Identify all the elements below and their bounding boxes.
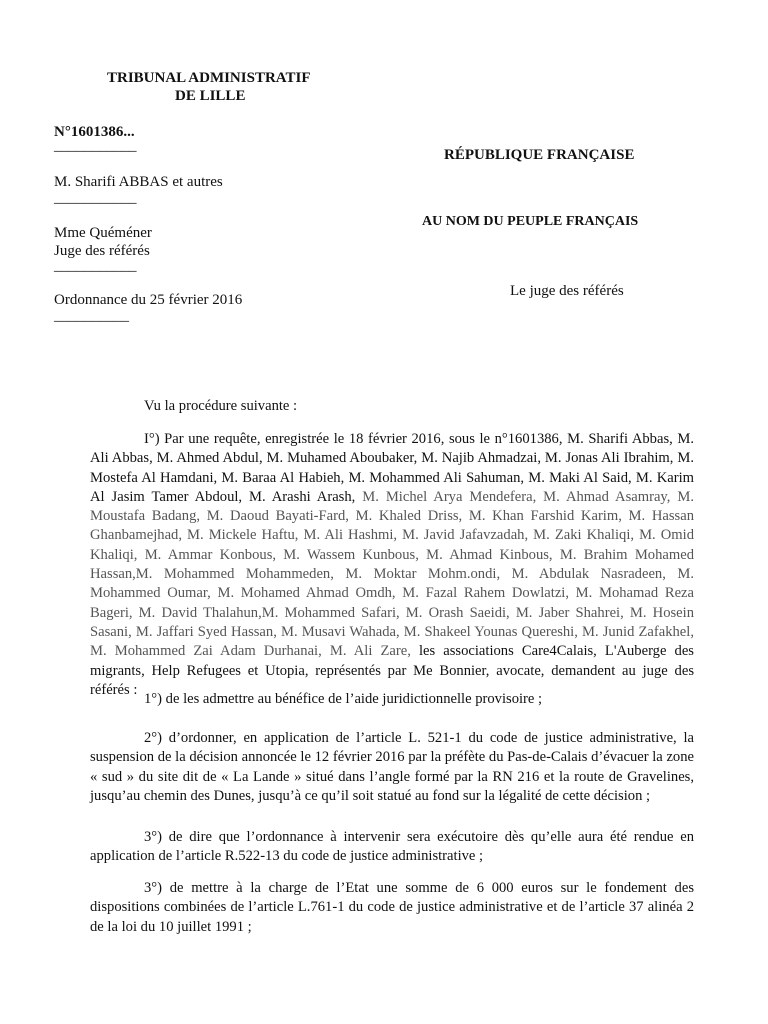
case-number: N°1601386...: [54, 124, 135, 140]
judge-heading: Le juge des référés: [510, 283, 624, 299]
separator-rule: ___________: [54, 190, 137, 206]
paragraph-costs: [90, 879, 694, 937]
separator-rule: ___________: [54, 258, 137, 274]
request-associations: les associations Care4Calais, L'Auberge des migrants, Help Refugees et Utopia, représentés par Me Bonnier, avocate, demandent au juge des référés :: [90, 643, 694, 698]
ordonnance-date: Ordonnance du 25 février 2016: [54, 292, 243, 308]
aid-text: 1°) de les admettre au bénéfice de l’aide juridictionnelle provisoire ;: [144, 691, 543, 707]
paragraph-aid: [90, 690, 694, 709]
request-names-list: M. Michel Arya Mendefera, M. Ahmad Asamray, M. Moustafa Badang, M. Daoud Bayati-Fard, M. Khaled Driss, M. Khan Farshid Karim, M. Hassan Ghanbamejhad, M. Mickele Haftu, M. Ali Hashmi, M. Javid Jafavzadah, M. Zaki Khaliqi, M. Omid Khaliqi, M. Ammar Konbous, M. Wassem Kunbous, M. Ahmad Kinbous, M. Brahim Mohamed Hassan,M. Mohammed Mohammeden, M. Moktar Mohm.ondi, M. Abdulak Nasradeen, M. Mohammed Oumar, M. Mohamed Ahmad Omdh, M. Fazal Rahem Dowlatzi, M. Mohamad Reza Bageri, M. David Thalahun,M. Mohammed Safari, M. Orash Saeidi, M. Jaber Shahrei, M. Hosein Sasani, M. Jaffari Syed Hassan, M. Musavi Wahada, M. Shakeel Younas Quereshi, M. Junid Zafakhel, M. Mohammed Zai Adam Durhanai, M. Ali Zare,: [90, 488, 694, 660]
judge-role: Juge des référés: [54, 243, 150, 259]
republic-heading: RÉPUBLIQUE FRANÇAISE: [444, 147, 635, 163]
people-heading: AU NOM DU PEUPLE FRANÇAIS: [422, 214, 639, 229]
judge-name: Mme Quéméner: [54, 225, 152, 241]
court-name-line1: TRIBUNAL ADMINISTRATIF: [107, 70, 311, 86]
paragraph-suspension: [90, 729, 694, 806]
costs-text: 3°) de mettre à la charge de l’Etat une somme de 6 000 euros sur le fondement des dispositions combinées de l’article L.761-1 du code de justice administrative et de l’article 37 alinéa 2 de la loi du 10 juillet 1991 ;: [90, 880, 694, 935]
request-text: I°) Par une requête, enregistrée le 18 février 2016, sous le n°1601386, M. Sharifi Abbas, M. Ali Abbas, M. Ahmed Abdul, M. Muhamed Aboubaker, M. Najib Ahmadzai, M. Jonas Ali Ibrahim, M. Mostefa Al Hamdani, M. Baraa Al Habieh, M. Mohammed Ali Sahuman, M. Maki Al Said, M. Karim Al Jasim Tamer Abdoul, M. Arashi Arash,: [90, 431, 694, 505]
separator-rule: ___________: [54, 138, 137, 154]
paragraph-request: [90, 430, 694, 700]
intro-text: Vu la procédure suivante :: [144, 398, 298, 414]
executory-text: 3°) de dire que l’ordonnance à intervenir sera exécutoire dès qu’elle aura été rendue en application de l’article R.522-13 du code de justice administrative ;: [90, 829, 694, 865]
suspension-text: 2°) d’ordonner, en application de l’article L. 521-1 du code de justice administrative, la suspension de la décision annoncée le 12 février 2016 par la préfète du Pas-de-Calais d’évacuer la zone « sud » du site dit de « La Lande » situé dans l’angle formé par la RN 216 et la route de Gravelines, jusqu’au chemin des Dunes, jusqu’à ce qu’il soit statué au fond sur la légalité de cette décision ;: [90, 730, 694, 804]
parties: M. Sharifi ABBAS et autres: [54, 174, 223, 190]
separator-rule: __________: [54, 308, 129, 324]
intro-line: [90, 397, 694, 416]
paragraph-executory: [90, 828, 694, 867]
court-name-line2: DE LILLE: [175, 88, 246, 104]
